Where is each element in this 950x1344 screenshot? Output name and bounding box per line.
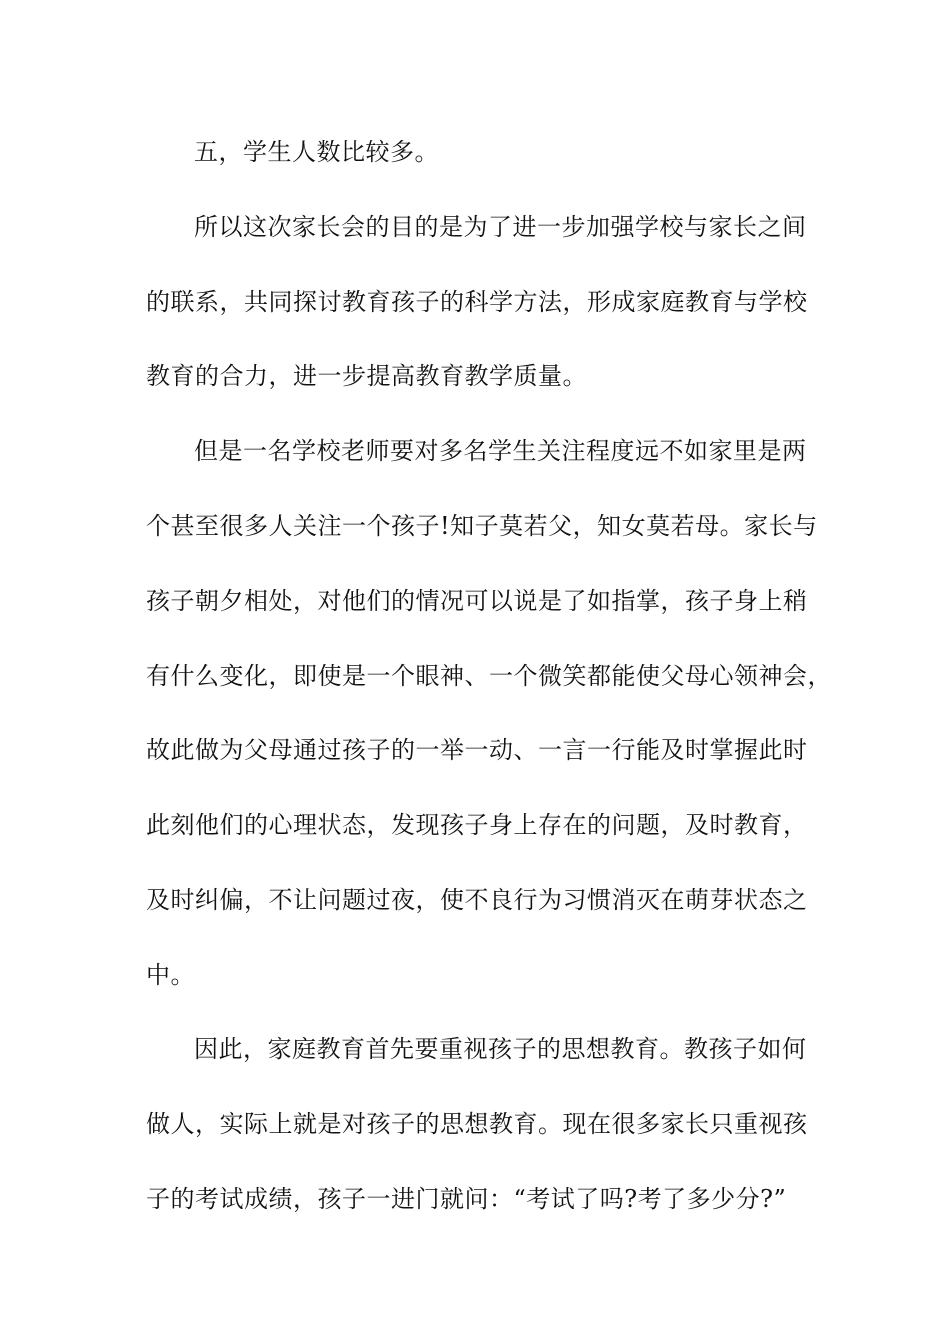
text-line: 有什么变化，即使是一个眼神、一个微笑都能使父母心领神会， [146, 662, 832, 690]
text-line: 所以这次家长会的目的是为了进一步加强学校与家长之间 [194, 213, 807, 241]
text-line: 因此，家庭教育首先要重视孩子的思想教育。教孩子如何 [194, 1035, 807, 1063]
text-line: 但是一名学校老师要对多名学生关注程度远不如家里是两 [194, 437, 807, 465]
text-line: 此刻他们的心理状态，发现孩子身上存在的问题，及时教育， [146, 811, 808, 839]
text-line: 中。 [146, 961, 195, 989]
text-line: 教育的合力，进一步提高教育教学质量。 [146, 362, 587, 390]
text-line: 个甚至很多人关注一个孩子!知子莫若父，知女莫若母。家长与 [146, 512, 818, 540]
text-line: 的联系，共同探讨教育孩子的科学方法，形成家庭教育与学校 [146, 288, 808, 316]
text-line: 故此做为父母通过孩子的一举一动、一言一行能及时掌握此时 [146, 736, 808, 764]
text-line: 及时纠偏，不让问题过夜，使不良行为习惯消灭在萌芽状态之 [146, 886, 808, 914]
text-line: 做人，实际上就是对孩子的思想教育。现在很多家长只重视孩 [146, 1110, 808, 1138]
text-line: 子的考试成绩，孩子一进门就问：“考试了吗?考了多少分?” [146, 1185, 787, 1213]
text-line: 孩子朝夕相处，对他们的情况可以说是了如指掌，孩子身上稍 [146, 587, 808, 615]
text-line: 五，学生人数比较多。 [194, 138, 439, 166]
